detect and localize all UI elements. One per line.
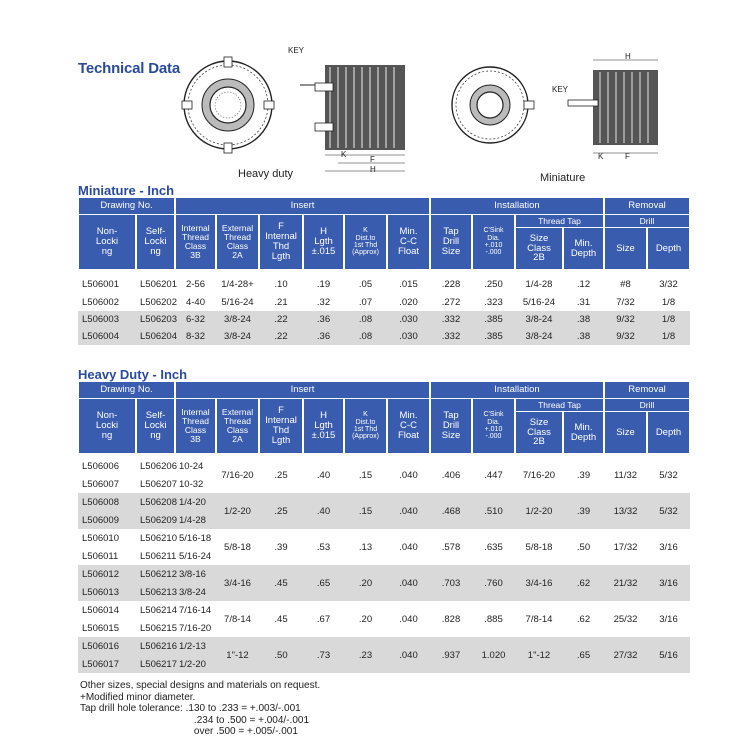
table-cell: .10 — [274, 279, 288, 290]
table-cell: 5/16-24 — [179, 550, 212, 562]
table-cell: .385 — [484, 314, 503, 325]
heavy-side-view — [300, 65, 405, 171]
table-cell: .020 — [399, 297, 418, 308]
table-cell: .272 — [441, 297, 461, 308]
table-cell: .040 — [399, 469, 418, 481]
table-cell: 10-24 — [179, 460, 204, 472]
table-cell: .73 — [316, 649, 331, 661]
table-cell: .62 — [576, 613, 591, 625]
column-header: Depth — [648, 412, 689, 453]
group-header: Insert — [176, 198, 429, 214]
table-cell: 7/8-14 — [224, 613, 251, 625]
table-cell: 3/16 — [659, 577, 678, 589]
table-cell: .015 — [399, 279, 418, 290]
table-cell: .21 — [274, 297, 288, 308]
table-cell: 7/16-20 — [522, 469, 556, 481]
table-cell: 5/32 — [659, 505, 678, 517]
table-cell: .07 — [358, 297, 373, 308]
table-cell: .67 — [316, 613, 331, 625]
table-cell: L506217 — [140, 658, 177, 670]
mini-side-view — [568, 60, 658, 153]
table-cell: .20 — [358, 613, 373, 625]
column-header: Size Class 2B — [516, 228, 562, 269]
table-cell: 3/8-24 — [224, 314, 251, 325]
column-header: Tap Drill Size — [431, 215, 471, 269]
table-cell: .447 — [484, 469, 503, 481]
heavy-duty-caption: Heavy duty — [238, 168, 294, 180]
drill-header: Drill — [605, 399, 689, 411]
table-cell: .32 — [316, 297, 331, 308]
table-cell: .38 — [576, 331, 591, 342]
column-header: F Internal Thd Lgth — [260, 399, 302, 453]
group-header: Drawing No. — [79, 382, 174, 398]
table-cell: L506014 — [82, 604, 119, 616]
table-cell: 3/8-16 — [179, 568, 206, 580]
table-cell: L506202 — [140, 297, 177, 308]
table-cell: 17/32 — [613, 541, 638, 553]
table-cell: 1/8 — [661, 331, 676, 342]
table-cell: .05 — [358, 279, 373, 290]
table-cell: .510 — [484, 505, 503, 517]
column-header: Internal Thread Class 3B — [176, 215, 215, 269]
table-cell: .65 — [576, 649, 591, 661]
table-cell: .62 — [576, 577, 591, 589]
table-cell: 7/16-14 — [179, 604, 212, 616]
dim-f-right: F — [625, 152, 630, 161]
table-cell: .13 — [358, 541, 373, 553]
dim-f-left: F — [370, 155, 375, 164]
table-cell: .030 — [399, 331, 418, 342]
table-cell: 3/4-16 — [224, 577, 251, 589]
table-cell: 1/4-20 — [179, 496, 206, 508]
table-cell: .39 — [274, 541, 288, 553]
table-cell: #8 — [620, 279, 631, 290]
column-header: F Internal Thd Lgth — [260, 215, 302, 269]
column-header: Tap Drill Size — [431, 399, 471, 453]
table-cell: L506213 — [140, 586, 177, 598]
table-cell: 5/8-18 — [525, 541, 553, 553]
table-cell: 9/32 — [616, 331, 635, 342]
column-header: Non- Locki ng — [79, 215, 135, 269]
table-cell: .828 — [441, 613, 461, 625]
column-header: H Lgth ±.015 — [304, 399, 343, 453]
table-cell: 27/32 — [613, 649, 638, 661]
table-cell: 1/4-28 — [525, 279, 553, 290]
table-cell: L506011 — [82, 550, 119, 562]
table-cell: .332 — [441, 314, 461, 325]
heavy-section-title: Heavy Duty - Inch — [78, 367, 188, 382]
table-cell: L506008 — [82, 496, 119, 508]
table-cell: .50 — [274, 649, 288, 661]
table-cell: .50 — [576, 541, 591, 553]
key-label-left: KEY — [288, 46, 305, 55]
table-cell: L506215 — [140, 622, 177, 634]
column-header: C'Sink Dia. +.010 -.000 — [473, 399, 514, 453]
table-cell: L506210 — [140, 532, 177, 544]
table-cell: L506016 — [82, 640, 119, 652]
heavy-front-view — [182, 57, 274, 153]
table-cell: .937 — [441, 649, 461, 661]
column-header: Size Class 2B — [516, 412, 562, 453]
table-cell: L506207 — [140, 478, 177, 490]
table-cell: L506015 — [82, 622, 119, 634]
table-cell: .15 — [358, 469, 373, 481]
table-cell: 6-32 — [185, 314, 205, 325]
table-cell: 7/32 — [616, 297, 635, 308]
table-cell: .31 — [576, 297, 591, 308]
table-cell: 1/2-20 — [525, 505, 553, 517]
table-cell: L506204 — [140, 331, 177, 342]
table-cell: L506006 — [82, 460, 119, 472]
table-cell: .25 — [274, 505, 288, 517]
column-header: K Dist.to 1st Thd (Approx) — [345, 399, 386, 453]
table-cell: L506017 — [82, 658, 119, 670]
table-cell: L506211 — [140, 550, 177, 562]
column-header: K Dist.to 1st Thd (Approx) — [345, 215, 386, 269]
column-header: Min. C-C Float — [388, 215, 429, 269]
table-cell: 3/8-24 — [224, 331, 251, 342]
table-cell: .040 — [399, 577, 418, 589]
table-cell: .23 — [358, 649, 373, 661]
table-cell: 1"-12 — [527, 649, 551, 661]
table-cell: 11/32 — [613, 469, 638, 481]
table-cell: .760 — [484, 577, 503, 589]
table-cell: L506010 — [82, 532, 119, 544]
group-header: Drawing No. — [79, 198, 174, 214]
table-cell: L506212 — [140, 568, 177, 580]
table-cell: 8-32 — [185, 331, 205, 342]
table-cell: 1.020 — [481, 649, 506, 661]
dim-h-right: H — [625, 52, 631, 61]
table-cell: .406 — [441, 469, 461, 481]
table-cell: .20 — [358, 577, 373, 589]
miniature-section-title: Miniature - Inch — [78, 183, 175, 198]
table-cell: 3/4-16 — [525, 577, 553, 589]
drill-header: Drill — [605, 215, 689, 227]
table-cell: 3/8-24 — [525, 314, 553, 325]
table-cell: L506201 — [140, 279, 177, 290]
table-cell: .040 — [399, 613, 418, 625]
table-cell: 5/16 — [659, 649, 678, 661]
table-cell: .635 — [484, 541, 503, 553]
table-cell: L506206 — [140, 460, 177, 472]
table-cell: .65 — [316, 577, 331, 589]
column-header: Self- Locki ng — [137, 399, 174, 453]
table-cell: .38 — [576, 314, 591, 325]
table-cell: .468 — [441, 505, 461, 517]
table-cell: 3/32 — [659, 279, 678, 290]
table-cell: .45 — [274, 613, 288, 625]
thread-tap-header: Thread Tap — [516, 215, 603, 227]
table-cell: 1/4-28 — [179, 514, 206, 526]
table-cell: .25 — [274, 469, 288, 481]
key-label-right: KEY — [552, 85, 569, 94]
table-cell: 1/4-28+ — [221, 279, 254, 290]
table-cell: L506203 — [140, 314, 177, 325]
table-cell: .385 — [484, 331, 503, 342]
page-title: Technical Data — [78, 60, 180, 77]
table-cell: .08 — [358, 314, 373, 325]
group-header: Removal — [605, 382, 689, 398]
table-cell: 25/32 — [613, 613, 638, 625]
table-cell: 13/32 — [613, 505, 638, 517]
column-header: Non- Locki ng — [79, 399, 135, 453]
note-line: over .500 = +.005/-.001 — [80, 726, 298, 737]
heavy-duty-drawing — [180, 45, 410, 175]
table-cell: 7/16-20 — [221, 469, 254, 481]
dim-k-left: K — [341, 150, 347, 159]
column-header: Min. Depth — [564, 228, 603, 269]
column-header: C'Sink Dia. +.010 -.000 — [473, 215, 514, 269]
table-cell: 7/16-20 — [179, 622, 212, 634]
table-cell: 3/16 — [659, 541, 678, 553]
table-cell: .12 — [576, 279, 591, 290]
table-cell: .15 — [358, 505, 373, 517]
footnotes — [80, 680, 320, 738]
column-header: Internal Thread Class 3B — [176, 399, 215, 453]
column-header: H Lgth ±.015 — [304, 215, 343, 269]
table-cell: L506214 — [140, 604, 177, 616]
table-cell: 2-56 — [185, 279, 205, 290]
table-cell: 1/8 — [661, 314, 676, 325]
table-cell: 21/32 — [613, 577, 638, 589]
table-cell: 1"-12 — [226, 649, 249, 661]
table-cell: .323 — [484, 297, 503, 308]
thread-tap-header: Thread Tap — [516, 399, 603, 411]
table-cell: .53 — [316, 541, 331, 553]
group-header: Installation — [431, 382, 603, 398]
column-header: Self- Locki ng — [137, 215, 174, 269]
table-cell: 3/8-24 — [179, 586, 206, 598]
table-cell: .45 — [274, 577, 288, 589]
table-cell: 1/2-20 — [224, 505, 251, 517]
note-line: +Modified minor diameter. — [80, 691, 196, 703]
column-header: External Thread Class 2A — [217, 399, 258, 453]
table-cell: L506002 — [82, 297, 119, 308]
mini-front-view — [452, 67, 534, 143]
table-cell: 5/16-18 — [179, 532, 212, 544]
note-line: .234 to .500 = +.004/-.001 — [80, 714, 310, 726]
table-cell: 3/8-24 — [525, 331, 553, 342]
group-header: Insert — [176, 382, 429, 398]
table-cell: L506208 — [140, 496, 177, 508]
column-header: Size — [605, 228, 646, 269]
table-cell: L506004 — [82, 331, 119, 342]
table-cell: .22 — [274, 331, 288, 342]
table-cell: L506007 — [82, 478, 119, 490]
table-cell: .332 — [441, 331, 461, 342]
table-cell: 5/16-24 — [522, 297, 556, 308]
table-cell: L506009 — [82, 514, 119, 526]
table-cell: 1/8 — [661, 297, 676, 308]
column-header: Min. Depth — [564, 412, 603, 453]
table-cell: .228 — [441, 279, 461, 290]
column-header: External Thread Class 2A — [217, 215, 258, 269]
column-header: Depth — [648, 228, 689, 269]
table-cell: .885 — [484, 613, 503, 625]
table-cell: .250 — [484, 279, 503, 290]
table-cell: .36 — [316, 314, 331, 325]
dim-h-left: H — [370, 165, 376, 174]
table-cell: 5/32 — [659, 469, 678, 481]
table-cell: 10-32 — [179, 478, 204, 490]
table-cell: .040 — [399, 505, 418, 517]
dim-k-right: K — [598, 152, 604, 161]
table-cell: L506216 — [140, 640, 177, 652]
note-line: Other sizes, special designs and materials on request. — [80, 680, 321, 691]
table-cell: 1/2-20 — [179, 658, 206, 670]
table-cell: .36 — [316, 331, 331, 342]
column-header: Min. C-C Float — [388, 399, 429, 453]
column-header: Size — [605, 412, 646, 453]
table-cell: L506001 — [82, 279, 119, 290]
table-cell: .578 — [441, 541, 461, 553]
table-cell: 1/2-13 — [179, 640, 206, 652]
table-cell: .040 — [399, 649, 418, 661]
table-cell: .703 — [441, 577, 461, 589]
miniature-caption: Miniature — [540, 172, 586, 184]
table-cell: 7/8-14 — [525, 613, 553, 625]
table-cell: L506013 — [82, 586, 119, 598]
table-cell: 5/8-18 — [224, 541, 251, 553]
table-cell: .39 — [576, 505, 591, 517]
table-cell: 9/32 — [616, 314, 635, 325]
table-cell: .22 — [274, 314, 288, 325]
table-cell: .08 — [358, 331, 373, 342]
table-cell: 3/16 — [659, 613, 678, 625]
table-cell: .39 — [576, 469, 591, 481]
table-cell: .040 — [399, 541, 418, 553]
table-cell: L506003 — [82, 314, 119, 325]
group-header: Removal — [605, 198, 689, 214]
note-line: Tap drill hole tolerance: .130 to .233 = +.003/-.001 — [80, 703, 301, 714]
table-cell: L506209 — [140, 514, 177, 526]
table-cell: .19 — [316, 279, 331, 290]
table-cell: 5/16-24 — [221, 297, 254, 308]
group-header: Installation — [431, 198, 603, 214]
miniature-drawing — [448, 45, 668, 175]
table-cell: L506012 — [82, 568, 119, 580]
table-cell: 4-40 — [185, 297, 205, 308]
table-cell: .40 — [316, 505, 331, 517]
table-cell: .40 — [316, 469, 331, 481]
table-cell: .030 — [399, 314, 418, 325]
